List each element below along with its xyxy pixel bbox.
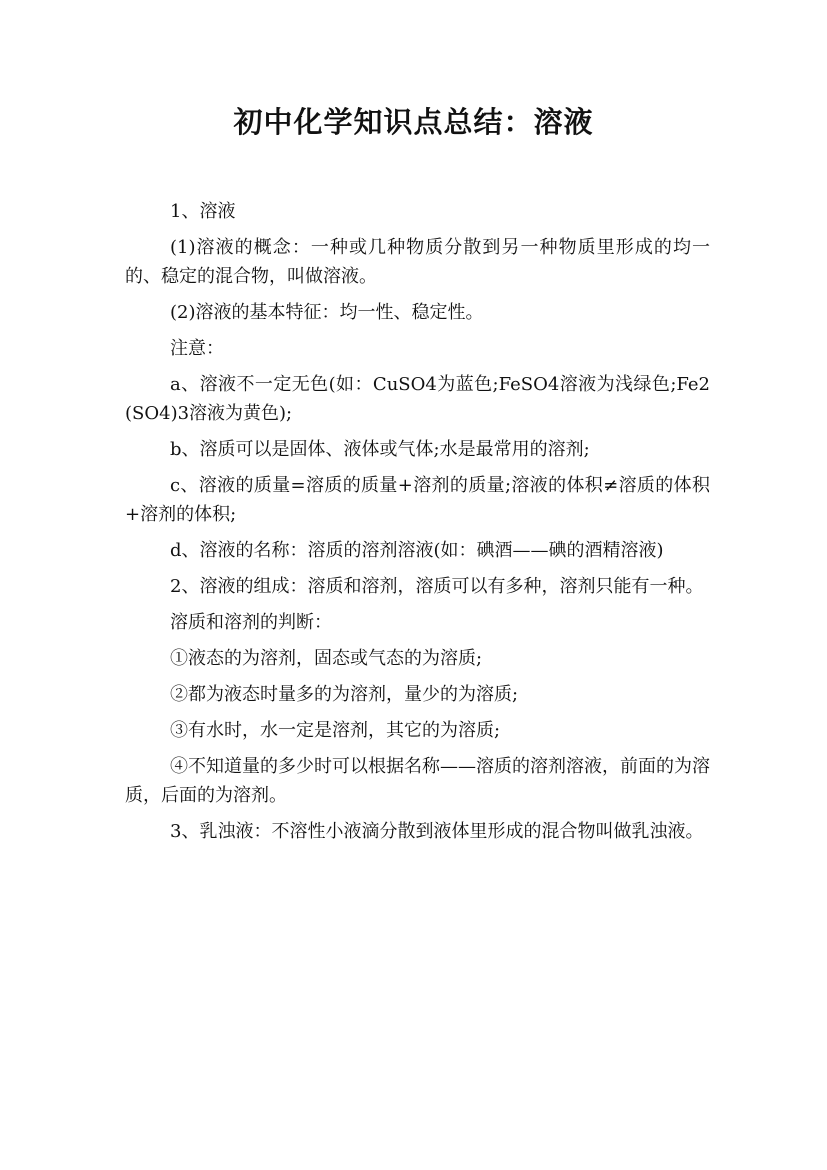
paragraph-5: a、溶液不一定无色(如：CuSO4为蓝色;FeSO4溶液为浅绿色;Fe2(SO4)3溶液为黄色); — [125, 374, 710, 424]
paragraph-13: ③有水时，水一定是溶剂，其它的为溶质; — [170, 720, 501, 741]
paragraph-6: b、溶质可以是固体、液体或气体;水是最常用的溶剂; — [170, 439, 590, 460]
paragraph-11: ①液态的为溶剂，固态或气态的为溶质; — [170, 648, 483, 669]
paragraph-9: 2、溶液的组成：溶质和溶剂，溶质可以有多种，溶剂只能有一种。 — [170, 576, 704, 597]
paragraph-8: d、溶液的名称：溶质的溶剂溶液(如：碘酒——碘的酒精溶液) — [170, 540, 664, 561]
document-title: 初中化学知识点总结：溶液 — [233, 105, 594, 139]
paragraph-7: c、溶液的质量=溶质的质量+溶剂的质量;溶液的体积≠溶质的体积+溶剂的体积; — [125, 475, 710, 525]
paragraph-1: 1、溶液 — [170, 201, 236, 222]
paragraph-10: 溶质和溶剂的判断： — [170, 612, 332, 633]
paragraph-3: (2)溶液的基本特征：均一性、稳定性。 — [170, 302, 484, 323]
paragraph-15: 3、乳浊液：不溶性小液滴分散到液体里形成的混合物叫做乳浊液。 — [170, 821, 704, 842]
document-body — [125, 197, 710, 853]
paragraph-12: ②都为液态时量多的为溶剂，量少的为溶质; — [170, 684, 519, 705]
paragraph-2: (1)溶液的概念：一种或几种物质分散到另一种物质里形成的均一的、稳定的混合物，叫做溶液。 — [125, 237, 710, 287]
paragraph-14: ④不知道量的多少时可以根据名称——溶质的溶剂溶液，前面的为溶质，后面的为溶剂。 — [125, 756, 710, 806]
paragraph-4: 注意： — [170, 338, 224, 359]
